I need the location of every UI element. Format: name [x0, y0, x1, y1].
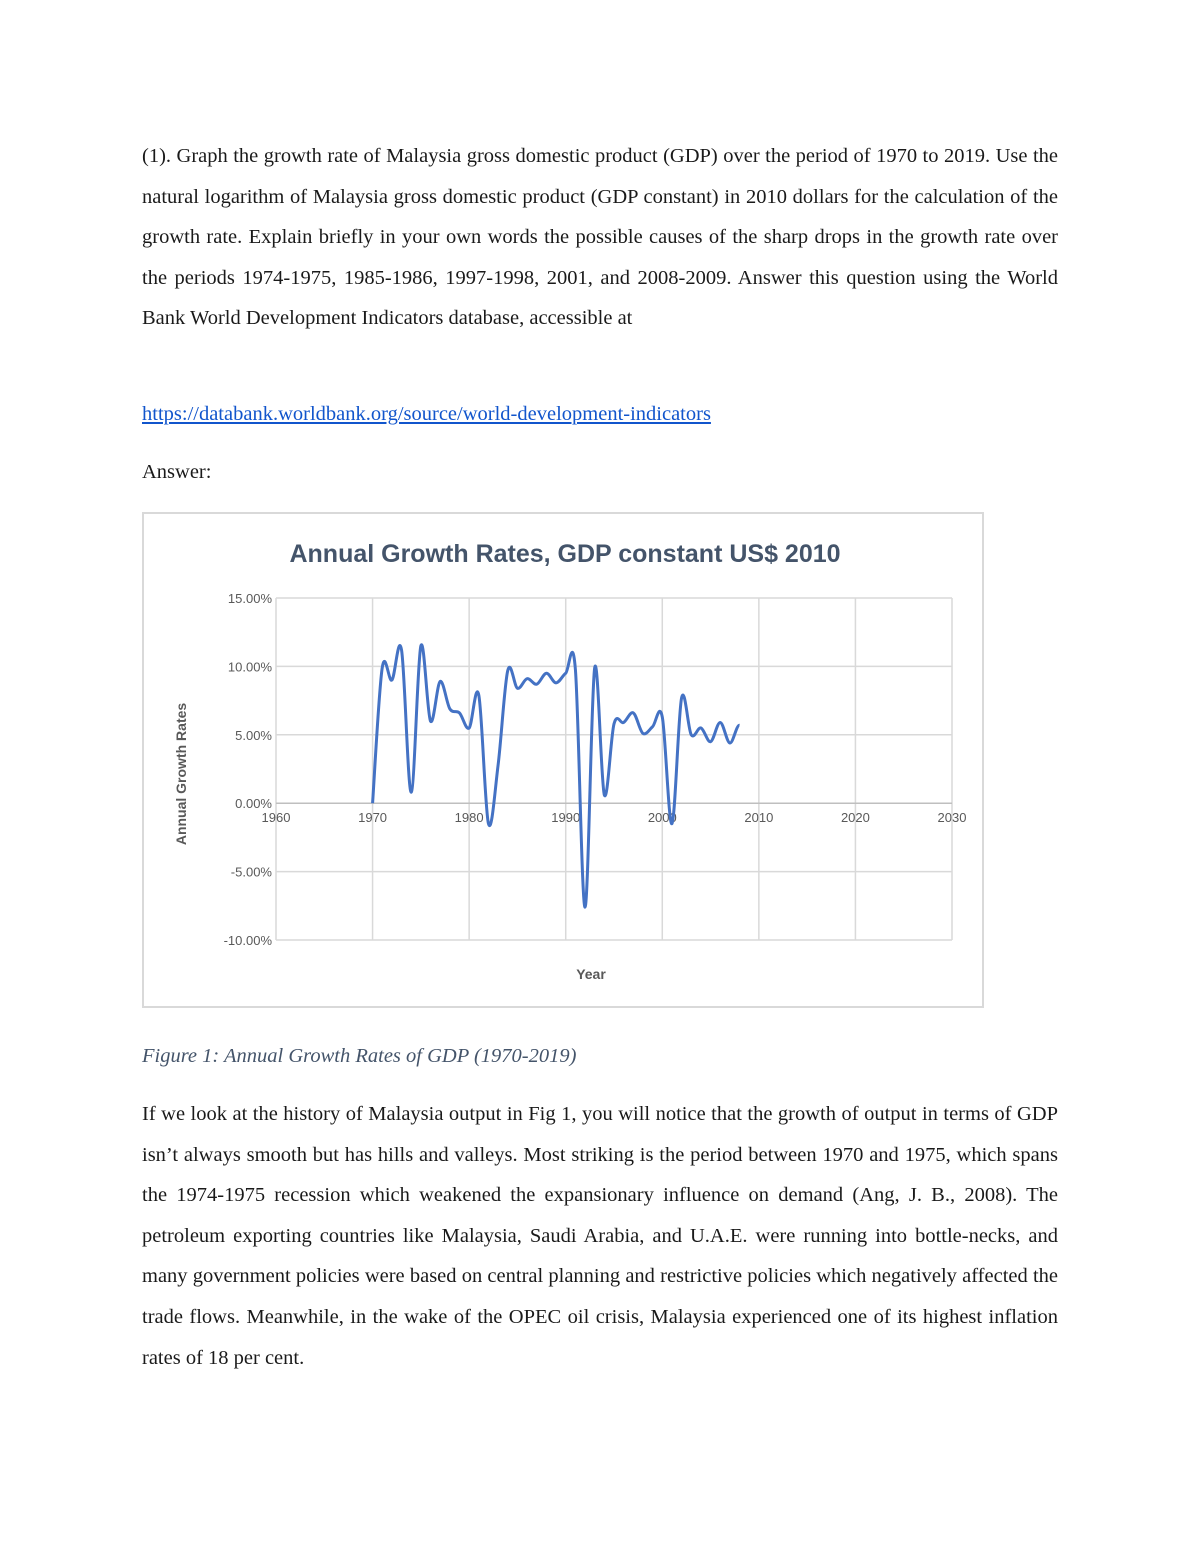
series-line	[373, 645, 740, 907]
x-tick-label: 2000	[647, 810, 677, 826]
x-tick-label: 1970	[358, 810, 388, 826]
chart-title: Annual Growth Rates, GDP constant US$ 2010	[289, 540, 841, 568]
chart-container	[142, 512, 984, 1008]
chart-gridlines	[276, 598, 952, 940]
x-tick-label: 1960	[261, 810, 291, 826]
worldbank-link[interactable]: https://databank.worldbank.org/source/world-development-indicators	[142, 403, 711, 425]
y-tick-label: -5.00%	[230, 864, 272, 880]
y-tick-label: 15.00%	[227, 591, 272, 606]
y-tick-label: 10.00%	[227, 659, 272, 675]
x-tick-label: 2010	[744, 810, 774, 826]
x-tick-label: 1980	[454, 810, 484, 826]
link-line	[142, 394, 711, 434]
body-paragraph: If we look at the history of Malaysia output in Fig 1, you will notice that the growth of output in terms of GDP isn’t always smooth but has hills and valleys. Most striking is the period between 1970 and 1975, which spans the 1974-1975 recession which weakened the expansionary influence on demand (Ang, J. B., 2008). The petroleum exporting countries like Malaysia, Saudi Arabia, and U.A.E. were running into bottle-necks, and many government policies were based on central planning and restrictive policies which negatively affected the trade flows. Meanwhile, in the wake of the OPEC oil crisis, Malaysia experienced one of its highest inflation rates of 18 per cent.	[142, 1103, 1058, 1369]
y-axis-title: Annual Growth Rates	[173, 702, 189, 846]
x-axis-title: Year	[576, 966, 606, 982]
answer-label: Answer:	[142, 461, 212, 483]
figure-caption: Figure 1: Annual Growth Rates of GDP (1970-2019)	[142, 1045, 577, 1067]
question-paragraph: (1). Graph the growth rate of Malaysia gross domestic product (GDP) over the period of 1970 to 2019. Use the natural logarithm of Malaysia gross domestic product (GDP constant) in 2010 dollars for the calculation of the growth rate. Explain briefly in your own words the possible causes of the sharp drops in the growth rate over the periods 1974-1975, 1985-1986, 1997-1998, 2001, and 2008-2009. Answer this question using the World Bank World Development Indicators database, accessible at	[142, 145, 1058, 330]
growth-rate-chart	[144, 514, 986, 1010]
y-tick-label: -10.00%	[223, 933, 272, 948]
x-tick-label: 2020	[840, 810, 870, 826]
x-tick-label: 1990	[551, 810, 581, 826]
x-tick-label: 2030	[937, 810, 967, 826]
chart-series	[373, 645, 740, 907]
y-tick-label: 5.00%	[235, 727, 272, 743]
y-tick-label: 0.00%	[235, 796, 272, 812]
